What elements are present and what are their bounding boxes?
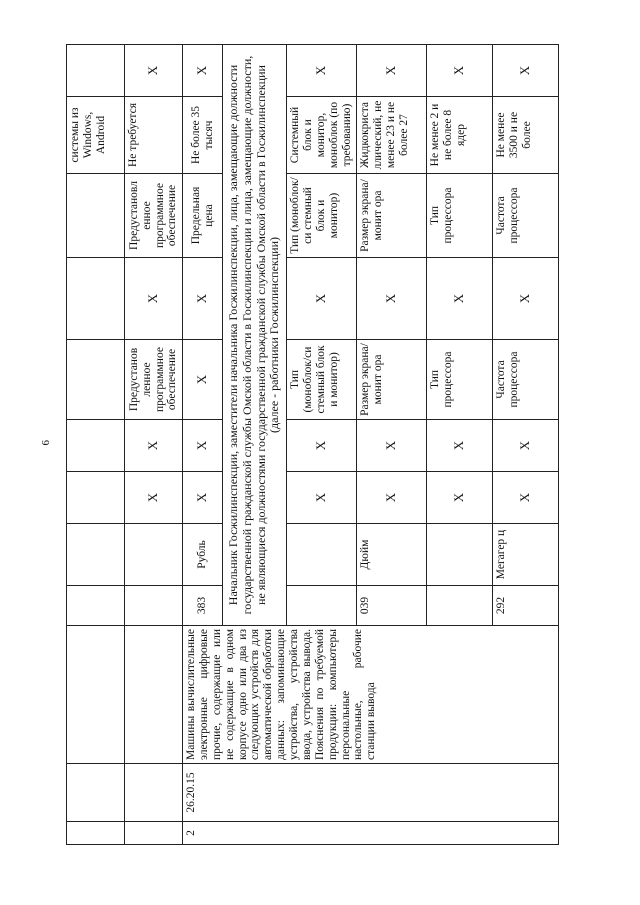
cell-x: X: [493, 45, 559, 97]
cell-x: X: [357, 420, 427, 472]
characteristic-name: Предустановл енное программное обеспечение: [125, 174, 183, 258]
table-row: [67, 45, 125, 845]
unit-code: [287, 586, 357, 626]
characteristic-value: Системный блок и монитор, моноблок (по требованию): [287, 97, 357, 174]
cell-x: X: [125, 472, 183, 524]
characteristic-name: Частота процессора: [493, 174, 559, 258]
cell-x: X: [357, 258, 427, 340]
characteristic-value: Не менее 2 и не более 8 ядер: [427, 97, 493, 174]
characteristic-name: Предустанов ленное программное обеспечение: [125, 340, 183, 420]
cell-x: X: [493, 258, 559, 340]
cell-x: X: [427, 472, 493, 524]
cell-x: X: [287, 258, 357, 340]
table-row: [183, 45, 223, 845]
item-description: Машины вычислительные электронные цифровые прочие, содержащие или не содержащие в одном корпусе одно или два из следующих устройств для автоматической обработки данных: запоминающие устройства, устройства ввода, устройства вывода. Пояснения по требуемой продукции: компьютеры персональные настольные, рабочие станции вывода: [183, 626, 559, 764]
unit-code: 039: [357, 586, 427, 626]
unit-name: Дюйм: [357, 524, 427, 586]
unit-name: Рубль: [183, 524, 223, 586]
cell-x: X: [427, 45, 493, 97]
cell-x: X: [125, 45, 183, 97]
characteristic-value: Не менее 3500 и не более: [493, 97, 559, 174]
rotated-table-sheet: [66, 45, 556, 845]
cell-x: X: [357, 472, 427, 524]
cell-x: X: [183, 420, 223, 472]
cell-x: X: [125, 420, 183, 472]
cell-x: X: [493, 472, 559, 524]
okpd-code: 26.20.15: [183, 764, 559, 822]
characteristic-value: Не требуется: [125, 97, 183, 174]
characteristic-name: Размер экрана/монит ора: [357, 174, 427, 258]
characteristic-name: Частота процессора: [493, 340, 559, 420]
characteristic-value: Не более 35 тысяч: [183, 97, 223, 174]
cell-x: X: [287, 45, 357, 97]
cell-x: X: [287, 420, 357, 472]
characteristic-name: Размер экрана/монит ора: [357, 340, 427, 420]
cell-x: X: [183, 340, 223, 420]
characteristic-name: Тип (моноблок/си стемный блок и монитор): [287, 340, 357, 420]
cell-x: X: [287, 472, 357, 524]
cell-x: X: [427, 420, 493, 472]
cell-x: X: [183, 45, 223, 97]
unit-code: [427, 586, 493, 626]
characteristic-name: Предельная цена: [183, 174, 223, 258]
characteristic-name: Тип процессора: [427, 340, 493, 420]
unit-name: [287, 524, 357, 586]
cell-x: X: [427, 258, 493, 340]
cell-x: X: [357, 45, 427, 97]
cell-x: X: [493, 420, 559, 472]
characteristic-value: системы из Windows, Android: [67, 97, 125, 174]
page-number: 6: [40, 440, 52, 446]
cell-x: X: [125, 258, 183, 340]
unit-code: 383: [183, 586, 223, 626]
unit-code: 292: [493, 586, 559, 626]
requirements-table: [66, 44, 559, 845]
group-header: Начальник Госжилинспекции, заместители начальника Госжилинспекции, лица, замещающие должности государственной гражданской службы Омской области в Госжилинспекции и лица, замещающие должности, не являющиеся должностями государственной гражданской службы Омской области в Госжилинспекции (далее - работники Госжилинспекции): [223, 45, 287, 626]
unit-name: [427, 524, 493, 586]
cell-x: X: [183, 472, 223, 524]
table-row: [125, 45, 183, 845]
unit-name: Мегагер ц: [493, 524, 559, 586]
characteristic-value: Жидкокриста ллический, не менее 23 и не более 27: [357, 97, 427, 174]
characteristic-name: Тип процессора: [427, 174, 493, 258]
item-number: 2: [183, 822, 559, 845]
cell-x: X: [183, 258, 223, 340]
characteristic-name: Тип (моноблок/си стемный блок и монитор): [287, 174, 357, 258]
